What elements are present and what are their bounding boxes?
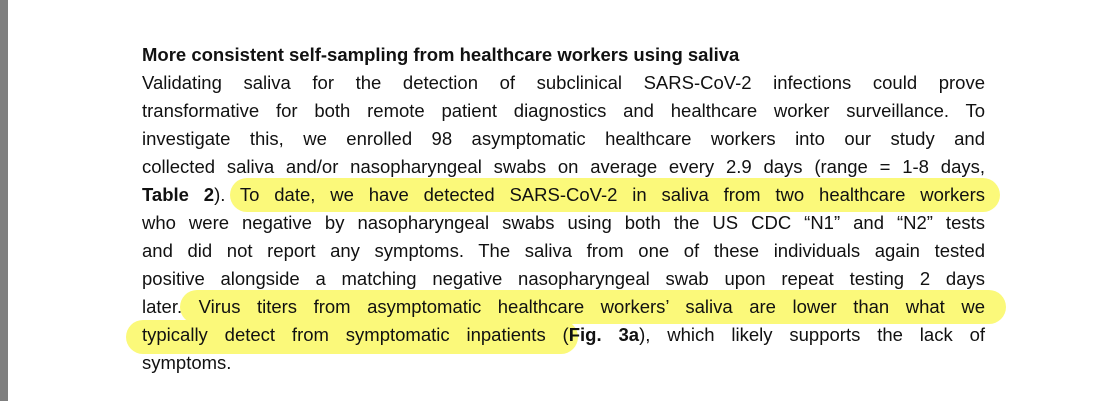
line-text [142,240,985,261]
line-text [142,352,231,373]
paragraph-line [142,125,985,153]
paragraph-line [142,293,985,321]
line-text [142,296,985,317]
paragraph-line [142,265,985,293]
paragraph-line [142,97,985,125]
text-run: positive alongside a matching negative nasopharyngeal swab upon repeat testing 2 days [142,268,985,289]
paragraph [142,69,985,377]
line-text [142,100,985,121]
text-run: typically detect from symptomatic inpatients ( [142,324,569,345]
paragraph-line [142,237,985,265]
text-run: ), which likely supports the lack of [639,324,985,345]
bold-reference: Table 2 [142,184,215,205]
paragraph-line [142,181,985,209]
line-text [142,156,985,177]
text-run: ). To date, we have detected SARS-CoV-2 in saliva from two healthcare workers [214,184,986,205]
paragraph-line [142,209,985,237]
paragraph-line [142,153,985,181]
left-edge-bar [0,0,8,401]
line-text [142,184,985,205]
bold-reference: Fig. 3a [568,324,640,345]
text-run: later. Virus titers from asymptomatic healthcare workers’ saliva are lower than what we [142,296,985,317]
text-run: transformative for both remote patient diagnostics and healthcare worker surveillance. To [142,100,985,121]
section-heading: More consistent self-sampling from healthcare workers using saliva [142,44,740,65]
paragraph-line [142,321,985,349]
paragraph-line [142,349,985,377]
text-run: symptoms. [142,352,232,373]
text-run: Validating saliva for the detection of subclinical SARS-CoV-2 infections could prove [142,72,985,93]
line-text [142,268,985,289]
text-run: collected saliva and/or nasopharyngeal swabs on average every 2.9 days (range = 1-8 days, [142,156,985,177]
text-run: and did not report any symptoms. The saliva from one of these individuals again tested [142,240,985,261]
line-text [142,324,985,345]
text-run: who were negative by nasopharyngeal swabs using both the US CDC “N1” and “N2” tests [142,212,985,233]
paper-section [142,41,985,377]
text-run: investigate this, we enrolled 98 asymptomatic healthcare workers into our study and [142,128,985,149]
paragraph-line [142,69,985,97]
line-text [142,72,985,93]
line-text [142,212,985,233]
line-text [142,128,985,149]
